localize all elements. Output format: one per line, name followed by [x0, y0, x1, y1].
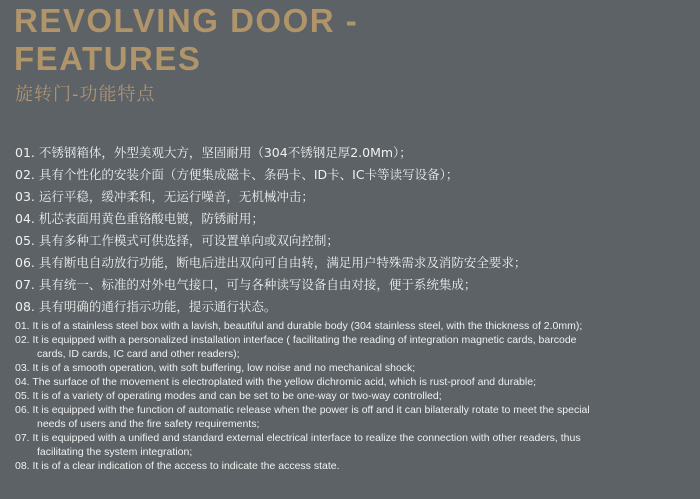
chinese-feature-list [15, 142, 695, 318]
feature-en-item [15, 431, 695, 459]
feature-cn-item: 01. 不锈钢箱体，外型美观大方，坚固耐用（304不锈钢足厚2.0Mm）； [15, 145, 412, 160]
feature-en-text: 07. It is equipped with a unified and standard external electrical interface to realize the connection with other readers, thus [15, 432, 581, 444]
page-subtitle: 旋转门-功能特点 [15, 84, 156, 105]
feature-en-continuation: facilitating the system integration; [37, 446, 193, 458]
title-line-2: FEATURES [14, 40, 202, 77]
feature-cn-item: 03. 运行平稳，缓冲柔和，无运行噪音，无机械冲击； [15, 189, 314, 204]
feature-en-continuation: needs of users and the fire safety requirements; [37, 418, 260, 430]
feature-en-item [15, 403, 695, 431]
feature-en-text: 02. It is equipped with a personalized installation interface ( facilitating the reading of integration magnetic cards, barcode [15, 334, 577, 346]
feature-cn-item: 07. 具有统一、标准的对外电气接口，可与各种读写设备自由对接，便于系统集成； [15, 277, 477, 292]
feature-cn-item: 04. 机芯表面用黄色重铬酸电镀，防锈耐用； [15, 211, 264, 226]
feature-en-continuation: cards, ID cards, IC card and other readers); [37, 348, 240, 360]
feature-cn-item: 02. 具有个性化的安装介面（方便集成磁卡、条码卡、ID卡、IC卡等读写设备）； [15, 167, 459, 182]
feature-en-text: 08. It is of a clear indication of the access to indicate the access state. [15, 460, 340, 472]
feature-en-text: 05. It is of a variety of operating modes and can be set to be one-way or two-way controlled; [15, 390, 442, 402]
page-title [14, 2, 358, 78]
feature-en-item [15, 389, 695, 403]
feature-en-item [15, 375, 695, 389]
title-line-1: REVOLVING DOOR - [14, 2, 359, 39]
feature-cn-item: 08. 具有明确的通行指示功能，提示通行状态。 [15, 299, 277, 314]
feature-en-item [15, 361, 695, 375]
feature-en-text: 06. It is equipped with the function of automatic release when the power is off and it can bilaterally rotate to meet the special [15, 404, 590, 416]
feature-cn-item: 05. 具有多种工作模式可供选择，可设置单向或双向控制； [15, 233, 339, 248]
feature-en-item [15, 319, 695, 333]
feature-en-text: 04. The surface of the movement is electroplated with the yellow dichromic acid, which is rust-proof and durable; [15, 376, 536, 388]
feature-en-item [15, 333, 695, 361]
feature-en-text: 01. It is of a stainless steel box with a lavish, beautiful and durable body (304 stainless steel, with the thickness of 2.0mm); [15, 320, 583, 332]
feature-en-item [15, 459, 695, 473]
feature-cn-item: 06. 具有断电自动放行功能，断电后进出双向可自由转，满足用户特殊需求及消防安全要求； [15, 255, 527, 270]
feature-en-text: 03. It is of a smooth operation, with soft buffering, low noise and no mechanical shock; [15, 362, 416, 374]
english-feature-list [15, 319, 695, 473]
